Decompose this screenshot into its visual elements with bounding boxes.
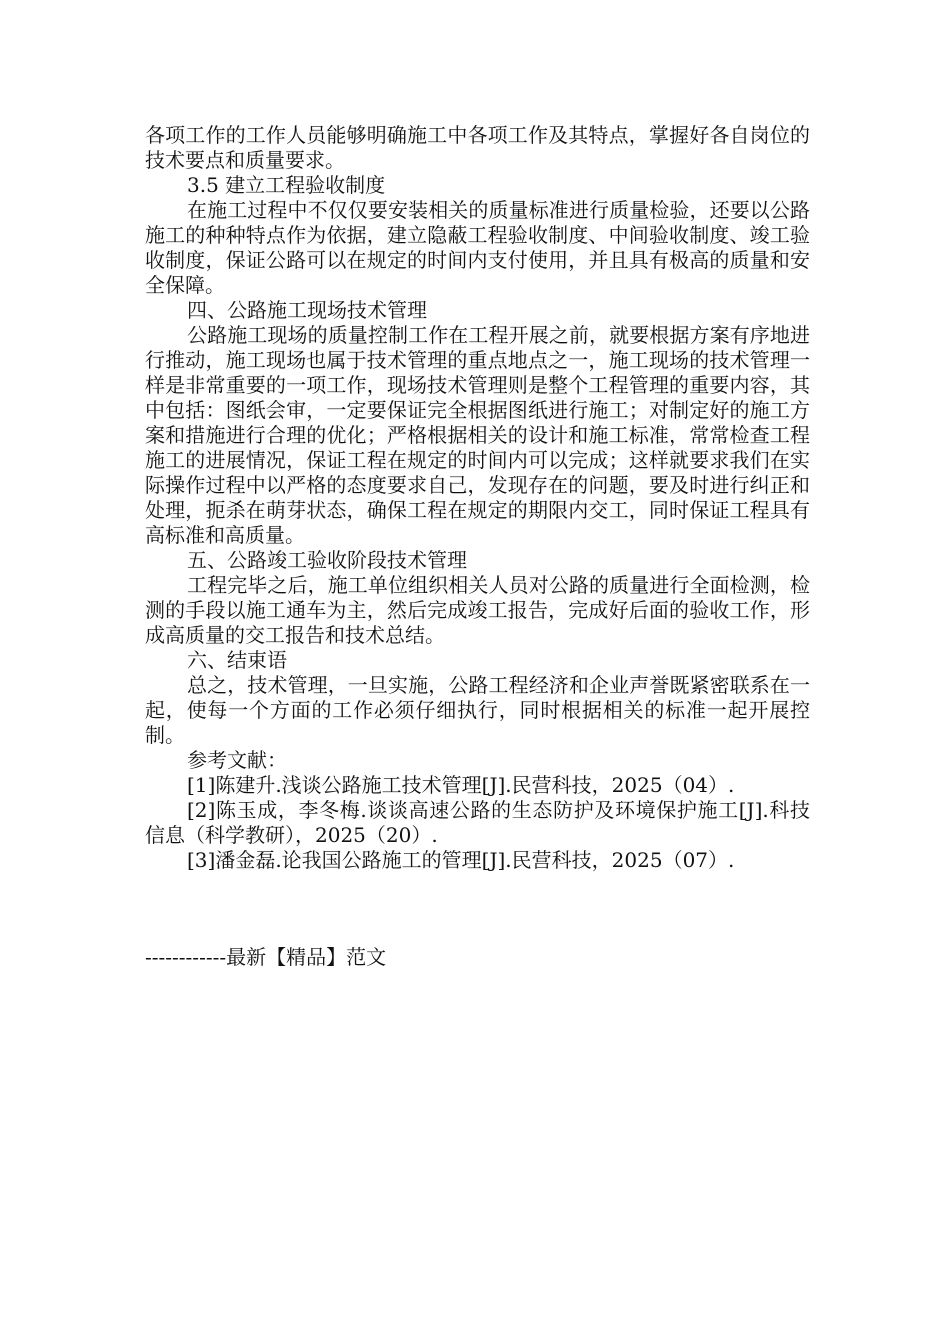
section-heading-5: 五、公路竣工验收阶段技术管理 [187,548,467,572]
references-heading: 参考文献： [187,748,287,772]
document-body [145,123,810,873]
paragraph-site-management: 公路施工现场的质量控制工作在工程开展之前，就要根据方案有序地进行推动，施工现场也属于技术管理的重点地点之一，施工现场的技术管理一样是非常重要的一项工作，现场技术管理则是整个工程管理的重要内容，其中包括：图纸会审，一定要保证完全根据图纸进行施工；对制定好的施工方案和措施进行合理的优化；严格根据相关的设计和施工标准，常常检查工程施工的进展情况，保证工程在规定的时间内可以完成；这样就要求我们在实际操作过程中以严格的态度要求自己，发现存在的问题，要及时进行纠正和处理，扼杀在萌芽状态，确保工程在规定的期限内交工，同时保证工程具有高标准和高质量。 [145,323,810,547]
paragraph-acceptance-system: 在施工过程中不仅仅要安装相关的质量标准进行质量检验，还要以公路施工的种种特点作为依据，建立隐蔽工程验收制度、中间验收制度、竣工验收制度，保证公路可以在规定的时间内支付使用，并且具有极高的质量和安全保障。 [145,198,810,297]
footer-tagline: ------------最新【精品】范文 [145,945,387,969]
section-heading-4: 四、公路施工现场技术管理 [187,298,427,322]
reference-item-3: [3]潘金磊.论我国公路施工的管理[J].民营科技，2025（07）. [187,848,735,872]
paragraph-conclusion: 总之，技术管理，一旦实施，公路工程经济和企业声誉既紧密联系在一起，使每一个方面的工作必须仔细执行，同时根据相关的标准一起开展控制。 [145,673,810,747]
section-heading-3-5: 3.5 建立工程验收制度 [187,173,386,197]
reference-item-1: [1]陈建升.浅谈公路施工技术管理[J].民营科技，2025（04）. [187,773,735,797]
paragraph-continued: 各项工作的工作人员能够明确施工中各项工作及其特点，掌握好各自岗位的技术要点和质量要求。 [145,123,810,172]
section-heading-6: 六、结束语 [187,648,287,672]
reference-item-2: [2]陈玉成，李冬梅.谈谈高速公路的生态防护及环境保护施工[J].科技信息（科学教研），2025（20）. [145,798,810,847]
paragraph-completion-acceptance: 工程完毕之后，施工单位组织相关人员对公路的质量进行全面检测，检测的手段以施工通车为主，然后完成竣工报告，完成好后面的验收工作，形成高质量的交工报告和技术总结。 [145,573,810,647]
